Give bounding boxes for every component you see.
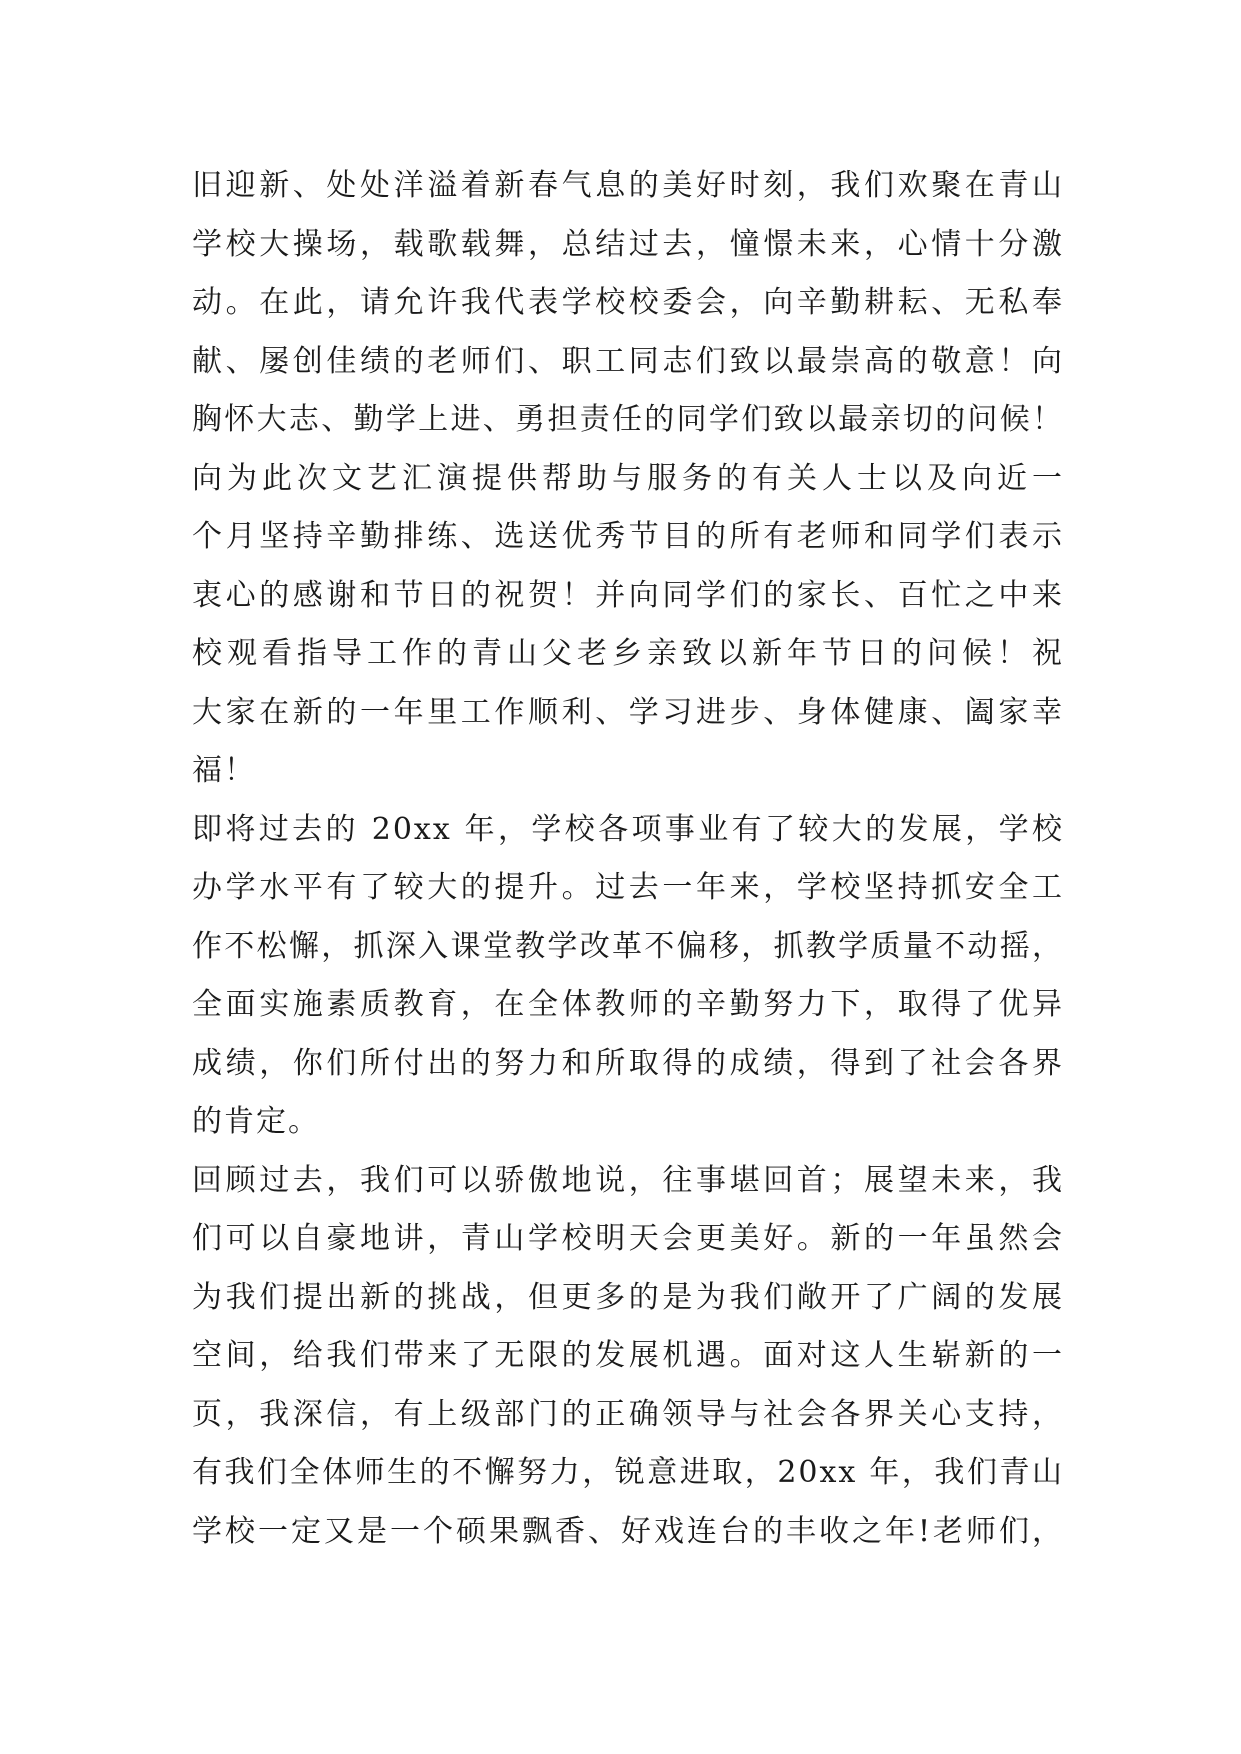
text-line: 献、屡创佳绩的老师们、职工同志们致以最崇高的敬意！向 [192,343,1064,379]
text-line: 们可以自豪地讲，青山学校明天会更美好。新的一年虽然会 [192,1221,1064,1256]
text-line: 向为此次文艺汇演提供帮助与服务的有关人士以及向近一 [192,460,1064,496]
text-line: 衷心的感谢和节日的祝贺！并向同学们的家长、百忙之中来 [192,577,1064,613]
text-line: 个月坚持辛勤排练、选送优秀节目的所有老师和同学们表示 [192,519,1064,554]
text-line: 成绩，你们所付出的努力和所取得的成绩，得到了社会各界 [192,1045,1064,1081]
text-line: 空间，给我们带来了无限的发展机遇。面对这人生崭新的一 [192,1338,1064,1373]
text-line: 全面实施素质教育，在全体教师的辛勤努力下，取得了优异 [192,987,1064,1022]
text-line: 学校大操场，载歌载舞，总结过去，憧憬未来，心情十分激 [192,226,1064,262]
text-line: 有我们全体师生的不懈努力，锐意进取，20xx 年，我们青山 [192,1455,1064,1490]
text-line: 即将过去的 20xx 年，学校各项事业有了较大的发展，学校 [192,811,1064,847]
text-line: 为我们提出新的挑战，但更多的是为我们敞开了广阔的发展 [192,1279,1064,1315]
text-line: 学校一定又是一个硕果飘香、好戏连台的丰收之年!老师们， [192,1513,1064,1549]
text-line: 福！ [192,753,256,788]
text-line: 胸怀大志、勤学上进、勇担责任的同学们致以最亲切的问候！ [192,402,1064,437]
text-line: 页，我深信，有上级部门的正确领导与社会各界关心支持， [192,1396,1064,1432]
text-line: 的肯定。 [192,1104,320,1139]
text-line: 旧迎新、处处洋溢着新春气息的美好时刻，我们欢聚在青山 [192,168,1064,203]
text-line: 大家在新的一年里工作顺利、学习进步、身体健康、阖家幸 [192,694,1064,730]
text-line: 动。在此，请允许我代表学校校委会，向辛勤耕耘、无私奉 [192,285,1064,320]
text-line: 作不松懈，抓深入课堂教学改革不偏移，抓教学质量不动摇， [192,928,1064,964]
text-line: 回顾过去，我们可以骄傲地说，往事堪回首；展望未来，我 [192,1162,1064,1198]
text-line: 校观看指导工作的青山父老乡亲致以新年节日的问候！祝 [192,636,1064,671]
body-text [192,157,1064,1561]
text-line: 办学水平有了较大的提升。过去一年来，学校坚持抓安全工 [192,870,1064,905]
